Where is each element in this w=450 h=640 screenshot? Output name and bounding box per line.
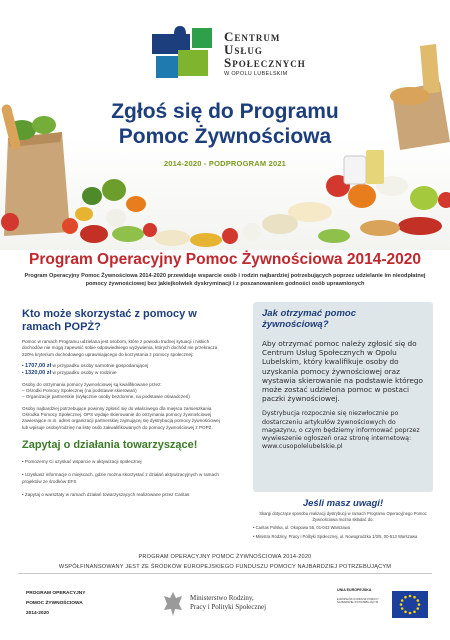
ministry-line: Ministerstwo Rodziny, [190, 594, 254, 602]
eu-fund-label: EUROPEJSKI FUNDUSZ POMOCY NAJBARDZIEJ POTRZEBUJĄCYM [337, 598, 379, 605]
hero-title-line: Pomoc Żywnościowa [118, 125, 332, 148]
eligibility-section [22, 308, 227, 498]
how-to-box [253, 302, 433, 492]
amount-label: w przypadku osoby samotnie gospodarującej [52, 363, 149, 369]
amount-label: w przypadku osoby w rodzinie [52, 370, 117, 376]
how-to-text: Aby otrzymać pomoc należy zgłosić się do Centrum Usług Społecznych w Opolu Lubelskim, który kwalifikuje osoby do uzyskania pomocy żywnościowej oraz wystawia skierowanie na podstawie którego może zostać udzielona pomoc w postaci paczki żywnościowej. [262, 339, 424, 404]
program-description: Program Operacyjny Pomoc Żywnościowa 2014-2020 przewiduje wsparcie osób i rodzin najbardziej potrzebujących poprzez udzielanie im nieodpłatnej pomocy żywnościowej bez jakiejkolwiek dyskryminacji i z poszanowaniem godności osób uprawnionych [24, 273, 426, 287]
complaints-text: Skargi dotyczące sposobu realizacji dystrybucji w ramach Programu Operacyjnego Pomoc Żywnościowa można składać do: [259, 511, 427, 522]
program-badge [26, 589, 85, 619]
amount-single: • 1707,00 zł w przypadku osoby samotnie gospodarującej [22, 362, 149, 369]
how-to-heading: Jak otrzymać pomoc żywnościową? [262, 308, 356, 330]
program-title: Program Operacyjny Pomoc Żywnościowa 2014-2020 [29, 251, 421, 268]
list-item: • Caritas Polska, ul. Okopowa 55, 01-043 Warszawa [253, 525, 350, 531]
badge-line: PROGRAM OPERACYJNY [26, 591, 86, 596]
eagle-emblem-icon [162, 590, 184, 618]
logo-line: Społecznych [224, 55, 306, 70]
ministry-name [190, 594, 266, 612]
amount-family: • 1320,00 zł w przypadku osoby w rodzinie [22, 369, 117, 376]
eu-label: UNIA EUROPEJSKA [337, 588, 372, 592]
distribution-text: Dystrybucja rozpocznie się niezwłocznie po dostarczeniu artykułów żywnościowych do magazynu, o czym będziemy informować poprzez wywieszenie ogłoszeń oraz stronę internetową: www.cusopolelubelskie.pl [262, 410, 420, 451]
hero-title-line: Zgłoś się do Programu [111, 100, 339, 123]
who-text: Pomoc w ramach Programu udzielana jest osobom, które z powodu trudnej sytuacji i niskich dochodów nie mogą zapewnić sobie odpowiedniego wyżywienia, których dochód nie przekracza 220% kryterium dochodowego uprawniającego do korzystania z pomocy społecznej: [22, 339, 218, 357]
invite-heading: Zapytaj o działania towarzyszące! [22, 438, 198, 451]
amount-value: 1320,00 zł [25, 369, 52, 376]
puzzle-logo-icon [148, 20, 218, 82]
logo-subtitle: W OPOLU LUBELSKIM [224, 71, 288, 77]
logo-line: Usług [224, 42, 263, 57]
who-heading: Kto może skorzystać z pomocy w ramach POPŻ? [22, 308, 197, 333]
eu-flag-icon [392, 591, 428, 618]
footer-line: WSPÓŁFINANSOWANY JEST ZE ŚRODKÓW EUROPEJSKIEGO FUNDUSZU POMOCY NAJBARDZIEJ POTRZEBUJĄCYM [58, 564, 392, 570]
apply-text: Osoby najbardziej potrzebujące powinny zgłosić się do właściwego dla miejsca zamieszkania Ośrodka Pomocy Społecznej. OPS wydaje skierowanie do otrzymania pomocy żywnościowej zawierające m.in. adres organizacji partnerskiej zajmującej się dystrybucją pomocy żywnościowej lub wpisuje osobę/rodzinę na listę osób zakwalifikowanych do pomocy żywnościowej z POPŻ. [22, 405, 220, 430]
list-item: • Uzyskasz informacje o miejscach, gdzie można skorzystać z działań aktywizacyjnych w ramach projektów ze środków EFS [22, 472, 219, 484]
subprogram-label: 2014-2020 - PODPROGRAM 2021 [163, 159, 287, 168]
list-item: • Ministra Rodziny, Pracy i Polityki Społecznej, ul. Nowogrodzka 1/3/5, 00-513 Warszawa [253, 533, 418, 539]
hero-banner [0, 0, 450, 250]
complaints-heading: Jeśli masz uwagi! [302, 498, 384, 509]
ministry-line: Pracy i Polityki Społecznej [190, 603, 267, 611]
footer-divider [18, 573, 432, 574]
complaints-section [253, 498, 433, 539]
logo-line: Centrum [224, 29, 281, 44]
amount-value: 1707,00 zł [25, 362, 52, 369]
logo-wordmark [224, 30, 306, 77]
qualify-text: Osoby do otrzymania pomocy żywnościowej są kwalifikowane przez: – Ośrodki Pomocy Społecznej (na podstawie skierowań) – Organizacje partnerskie (wyłącznie osoby bezdomne, na podstawie oświadczeń) [22, 381, 190, 400]
footer-line: PROGRAM OPERACYJNY POMOC ŻYWNOŚCIOWA 2014-2020 [138, 554, 312, 560]
hero-title [0, 99, 450, 149]
list-item: • Pomożemy Ci uzyskać wsparcie w aktywizacji społecznej [22, 458, 142, 464]
list-item: • Zapytaj o warsztaty w ramach działań towarzyszących realizowane przez Caritas [22, 491, 190, 497]
badge-line: 2014-2020 [26, 611, 49, 616]
badge-line: POMOC ŻYWNOŚCIOWA [26, 601, 83, 606]
